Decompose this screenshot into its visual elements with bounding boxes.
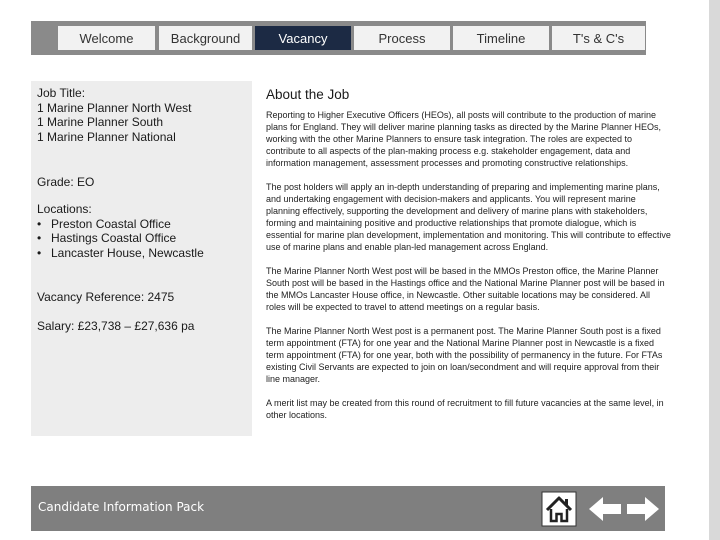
job-title-item: 1 Marine Planner North West bbox=[37, 100, 192, 115]
footer-label: Candidate Information Pack bbox=[38, 500, 205, 514]
tab-timeline[interactable]: Timeline bbox=[453, 26, 549, 50]
locations-list bbox=[37, 217, 204, 261]
paragraph: The post holders will apply an in-depth understanding of preparing and implementing marine plans, and undertaking engagement with decision-makers and applicants. You will represent marine planning effectively, supporting the development and delivery of marine plans with stakeholders, forming and maintaining positive and productive relationships that promote dialogue, which is essential for marine plan development, implementation and monitoring. This will contribute to effective use of marine plans and enable plan-led management across England. bbox=[266, 182, 671, 252]
home-button[interactable] bbox=[540, 490, 578, 528]
decorative-edge-band bbox=[709, 0, 720, 540]
locations-block bbox=[37, 202, 204, 260]
grade-text: Grade: EO bbox=[37, 175, 95, 189]
location-item: • Hastings Coastal Office bbox=[37, 231, 204, 246]
section-heading: About the Job bbox=[266, 87, 350, 102]
location-item: • Lancaster House, Newcastle bbox=[37, 246, 204, 261]
locations-label: Locations: bbox=[37, 202, 92, 216]
tab-terms-and-conditions[interactable]: T's & C's bbox=[552, 26, 645, 50]
about-the-job-section bbox=[266, 87, 672, 433]
job-title-item: 1 Marine Planner National bbox=[37, 129, 176, 144]
home-icon bbox=[541, 491, 577, 527]
top-navigation-bar bbox=[31, 21, 646, 55]
job-title-label: Job Title: bbox=[37, 86, 86, 100]
arrow-right-icon bbox=[625, 494, 661, 524]
paragraph: A merit list may be created from this round of recruitment to fill future vacancies at the same level, in other locations. bbox=[266, 398, 664, 420]
next-page-button[interactable] bbox=[624, 490, 662, 528]
paragraph: The Marine Planner North West post is a permanent post. The Marine Planner South post is a fixed term appointment (FTA) for one year and the National Marine Planner post in Newcastle is a fixed term appointment (FTA) for one year, both with the possibility of permanency in the future. For FTAs existing Civil Servants are expected to join on loan/secondment and will require approval from their line manager. bbox=[266, 326, 663, 384]
location-item: • Preston Coastal Office bbox=[37, 217, 204, 232]
paragraph: Reporting to Higher Executive Officers (HEOs), all posts will contribute to the production of marine plans for England. They will deliver marine planning tasks as directed by the Marine Planner HEOs, working with the other Marine Planners to ensure task integration. The roles are expected to contribute to all aspects of the plan-making process e.g. stakeholder engagement, data and information management, assessment processes and promoting constructive relationships. bbox=[266, 110, 662, 168]
tab-welcome[interactable]: Welcome bbox=[58, 26, 155, 50]
salary-text: Salary: £23,738 – £27,636 pa bbox=[37, 319, 195, 333]
job-title-item: 1 Marine Planner South bbox=[37, 115, 164, 129]
tab-vacancy[interactable]: Vacancy bbox=[255, 26, 351, 50]
paragraph: The Marine Planner North West post will be based in the MMOs Preston office, the Marine Planner South post will be based in the Hastings office and the National Marine Planner post will be based in the MMOs Lancaster House office, in Newcastle. Other suitable locations may be considered. All roles will be expected to travel to attend meetings on a regular basis. bbox=[266, 266, 665, 312]
arrow-left-icon bbox=[587, 494, 623, 524]
previous-page-button[interactable] bbox=[586, 490, 624, 528]
tab-background[interactable]: Background bbox=[159, 26, 252, 50]
job-title-block bbox=[37, 86, 192, 144]
vacancy-reference-text: Vacancy Reference: 2475 bbox=[37, 290, 175, 304]
tab-process[interactable]: Process bbox=[354, 26, 450, 50]
